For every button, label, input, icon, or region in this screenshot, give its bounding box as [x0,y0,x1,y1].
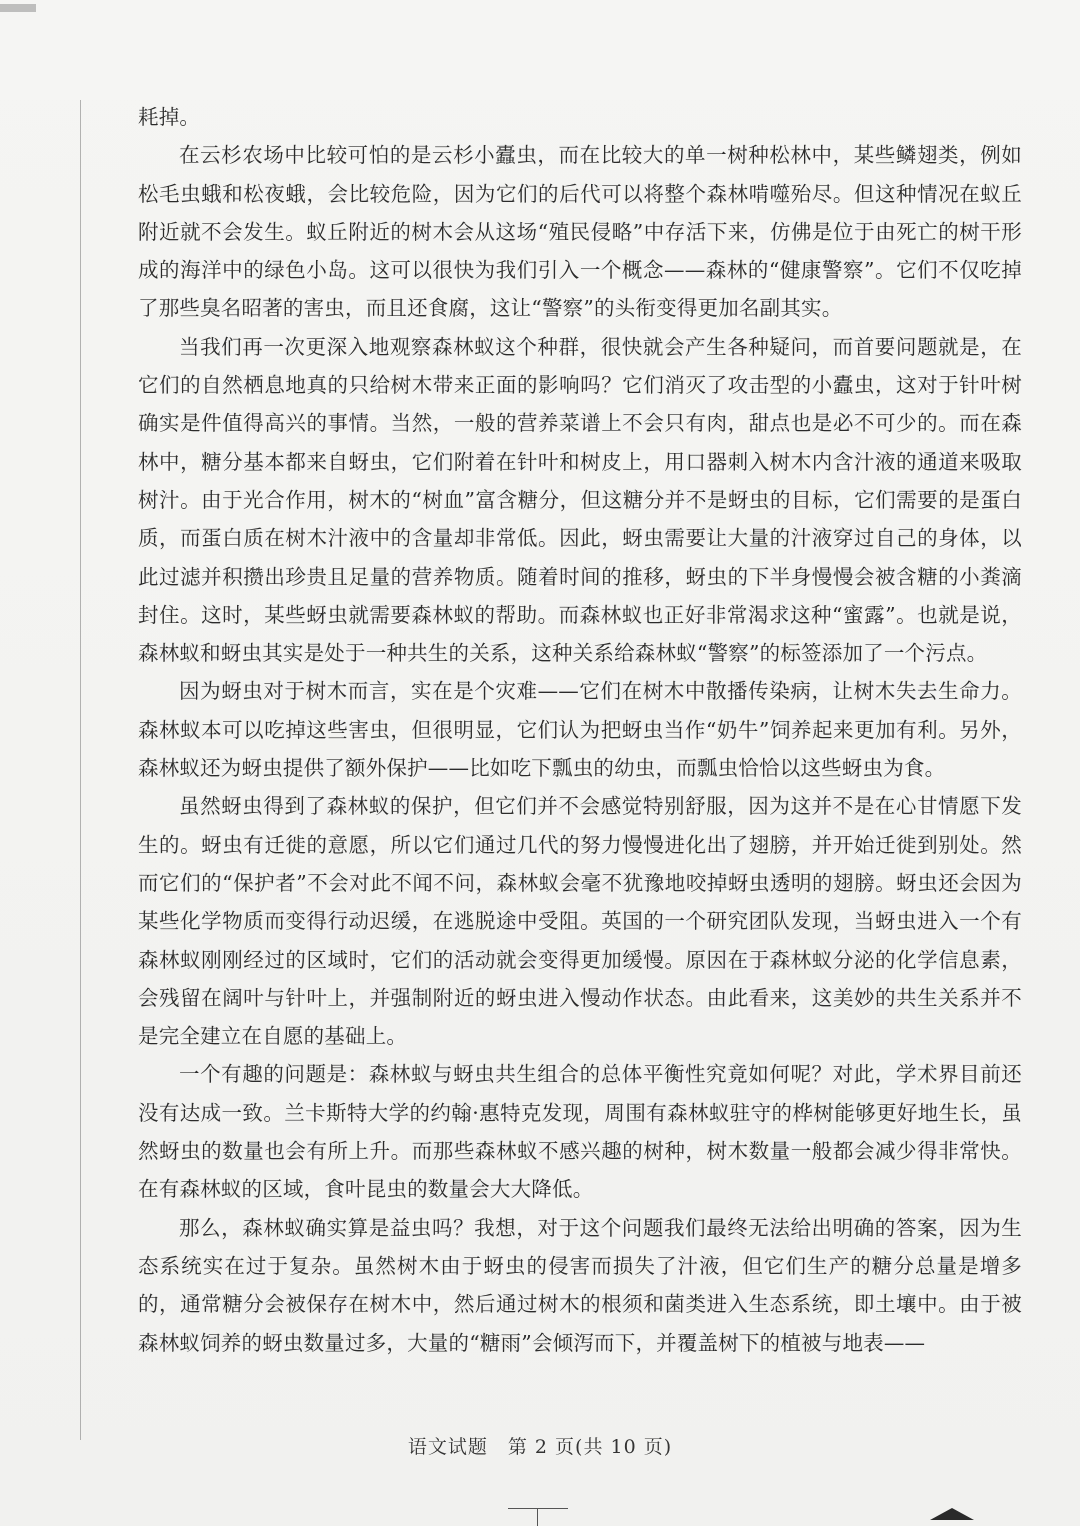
paragraph-1: 耗掉。 [138,105,201,129]
triangle-mark [930,1508,974,1520]
paragraph-5: 虽然蚜虫得到了森林蚁的保护，但它们并不会感觉特别舒服，因为这并不是在心甘情愿下发生的。蚜虫有迁徙的意愿，所以它们通过几代的努力慢慢进化出了翅膀，并开始迁徙到别处。然而它们的“保护者”不会对此不闻不问，森林蚁会毫不犹豫地咬掉蚜虫透明的翅膀。蚜虫还会因为某些化学物质而变得行动迟缓，在逃脱途中受阻。英国的一个研究团队发现，当蚜虫进入一个有森林蚁刚刚经过的区域时，它们的活动就会变得更加缓慢。原因在于森林蚁分泌的化学信息素，会残留在阔叶与针叶上，并强制附近的蚜虫进入慢动作状态。由此看来，这美妙的共生关系并不是完全建立在自愿的基础上。 [138,794,1022,1049]
registration-mark [508,1508,568,1509]
paragraph-3: 当我们再一次更深入地观察森林蚁这个种群，很快就会产生各种疑问，而首要问题就是，在它们的自然栖息地真的只给树木带来正面的影响吗？它们消灭了攻击型的小蠹虫，这对于针叶树确实是件值得高兴的事情。当然，一般的营养菜谱上不会只有肉，甜点也是必不可少的。而在森林中，糖分基本都来自蚜虫，它们附着在针叶和树皮上，用口器刺入树木内含汁液的通道来吸取树汁。由于光合作用，树木的“树血”富含糖分，但这糖分并不是蚜虫的目标，它们需要的是蛋白质，而蛋白质在树木汁液中的含量却非常低。因此，蚜虫需要让大量的汁液穿过自己的身体，以此过滤并积攒出珍贵且足量的营养物质。随着时间的推移，蚜虫的下半身慢慢会被含糖的小粪滴封住。这时，某些蚜虫就需要森林蚁的帮助。而森林蚁也正好非常渴求这种“蜜露”。也就是说，森林蚁和蚜虫其实是处于一种共生的关系，这种关系给森林蚁“警察”的标签添加了一个污点。 [138,334,1022,666]
body-text [138,98,1022,1362]
paragraph-4: 因为蚜虫对于树木而言，实在是个灾难——它们在树木中散播传染病，让树木失去生命力。森林蚁本可以吃掉这些害虫，但很明显，它们认为把蚜虫当作“奶牛”饲养起来更加有利。另外，森林蚁还为蚜虫提供了额外保护——比如吃下瓢虫的幼虫，而瓢虫恰恰以这些蚜虫为食。 [138,679,1022,781]
page-footer: 语文试题 第 2 页(共 10 页) [407,1436,673,1458]
paragraph-6: 一个有趣的问题是：森林蚁与蚜虫共生组合的总体平衡性究竟如何呢？对此，学术界目前还没有达成一致。兰卡斯特大学的约翰·惠特克发现，周围有森林蚁驻守的桦树能够更好地生长，虽然蚜虫的数量也会有所上升。而那些森林蚁不感兴趣的树种，树木数量一般都会减少得非常快。在有森林蚁的区域，食叶昆虫的数量会大大降低。 [138,1062,1022,1202]
paragraph-2: 在云杉农场中比较可怕的是云杉小蠹虫，而在比较大的单一树种松林中，某些鳞翅类，例如松毛虫蛾和松夜蛾，会比较危险，因为它们的后代可以将整个森林啃噬殆尽。但这种情况在蚁丘附近就不会发生。蚁丘附近的树木会从这场“殖民侵略”中存活下来，仿佛是位于由死亡的树干形成的海洋中的绿色小岛。这可以很快为我们引入一个概念——森林的“健康警察”。它们不仅吃掉了那些臭名昭著的害虫，而且还食腐，这让“警察”的头衔变得更加名副其实。 [138,143,1022,321]
paragraph-7: 那么，森林蚁确实算是益虫吗？我想，对于这个问题我们最终无法给出明确的答案，因为生态系统实在过于复杂。虽然树木由于蚜虫的侵害而损失了汁液，但它们生产的糖分总量是增多的，通常糖分会被保存在树木中，然后通过树木的根须和菌类进入生态系统，即土壤中。由于被森林蚁饲养的蚜虫数量过多，大量的“糖雨”会倾泻而下，并覆盖树下的植被与地表—— [138,1215,1022,1355]
left-margin-rule [80,100,81,1440]
scan-corner-mark [0,4,36,12]
